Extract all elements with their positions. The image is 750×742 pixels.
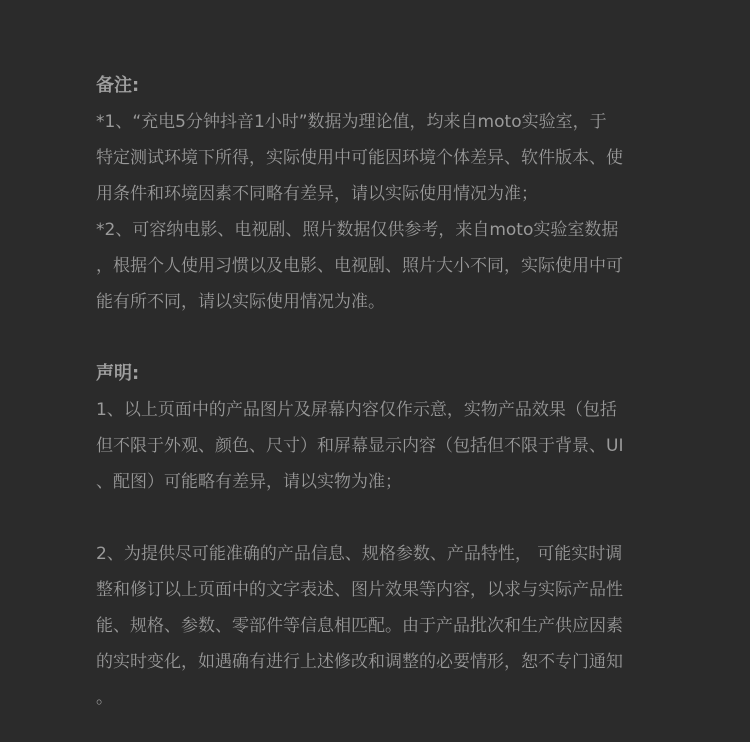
notes-section: [96, 68, 654, 320]
statement-line: 的实时变化，如遇确有进行上述修改和调整的必要情形，恕不专门通知: [96, 652, 623, 672]
notes-line: 能有所不同，请以实际使用情况为准。: [96, 292, 385, 312]
notes-heading: 备注:: [96, 75, 140, 96]
notes-line: 特定测试环境下所得，实际使用中可能因环境个体差异、软件版本、使: [96, 148, 623, 168]
statement-line: 。: [96, 688, 113, 708]
statement-line: 能、规格、参数、零部件等信息相匹配。由于产品批次和生产供应因素: [96, 616, 623, 636]
section-spacer: [96, 320, 654, 356]
statement-paragraph-1: [96, 392, 654, 500]
statement-line: 整和修订以上页面中的文字表述、图片效果等内容，以求与实际产品性: [96, 580, 623, 600]
paragraph-spacer: [96, 500, 654, 536]
notes-line: ，根据个人使用习惯以及电影、电视剧、照片大小不同，实际使用中可: [96, 256, 623, 276]
statement-line: 2、为提供尽可能准确的产品信息、规格参数、产品特性， 可能实时调: [96, 544, 623, 564]
statement-line: 但不限于外观、颜色、尺寸）和屏幕显示内容（包括但不限于背景、UI: [96, 436, 624, 456]
notes-line: 用条件和环境因素不同略有差异，请以实际使用情况为准；: [96, 184, 538, 204]
notes-line: *2、可容纳电影、电视剧、照片数据仅供参考，来自moto实验室数据: [96, 220, 619, 240]
notes-line: *1、“充电5分钟抖音1小时”数据为理论值，均来自moto实验室，于: [96, 112, 607, 132]
statement-section: [96, 356, 654, 716]
statement-heading: 声明:: [96, 363, 140, 384]
statement-line: 1、以上页面中的产品图片及屏幕内容仅作示意，实物产品效果（包括: [96, 400, 617, 420]
statement-line: 、配图）可能略有差异，请以实物为准；: [96, 472, 402, 492]
statement-paragraph-2: [96, 536, 654, 716]
